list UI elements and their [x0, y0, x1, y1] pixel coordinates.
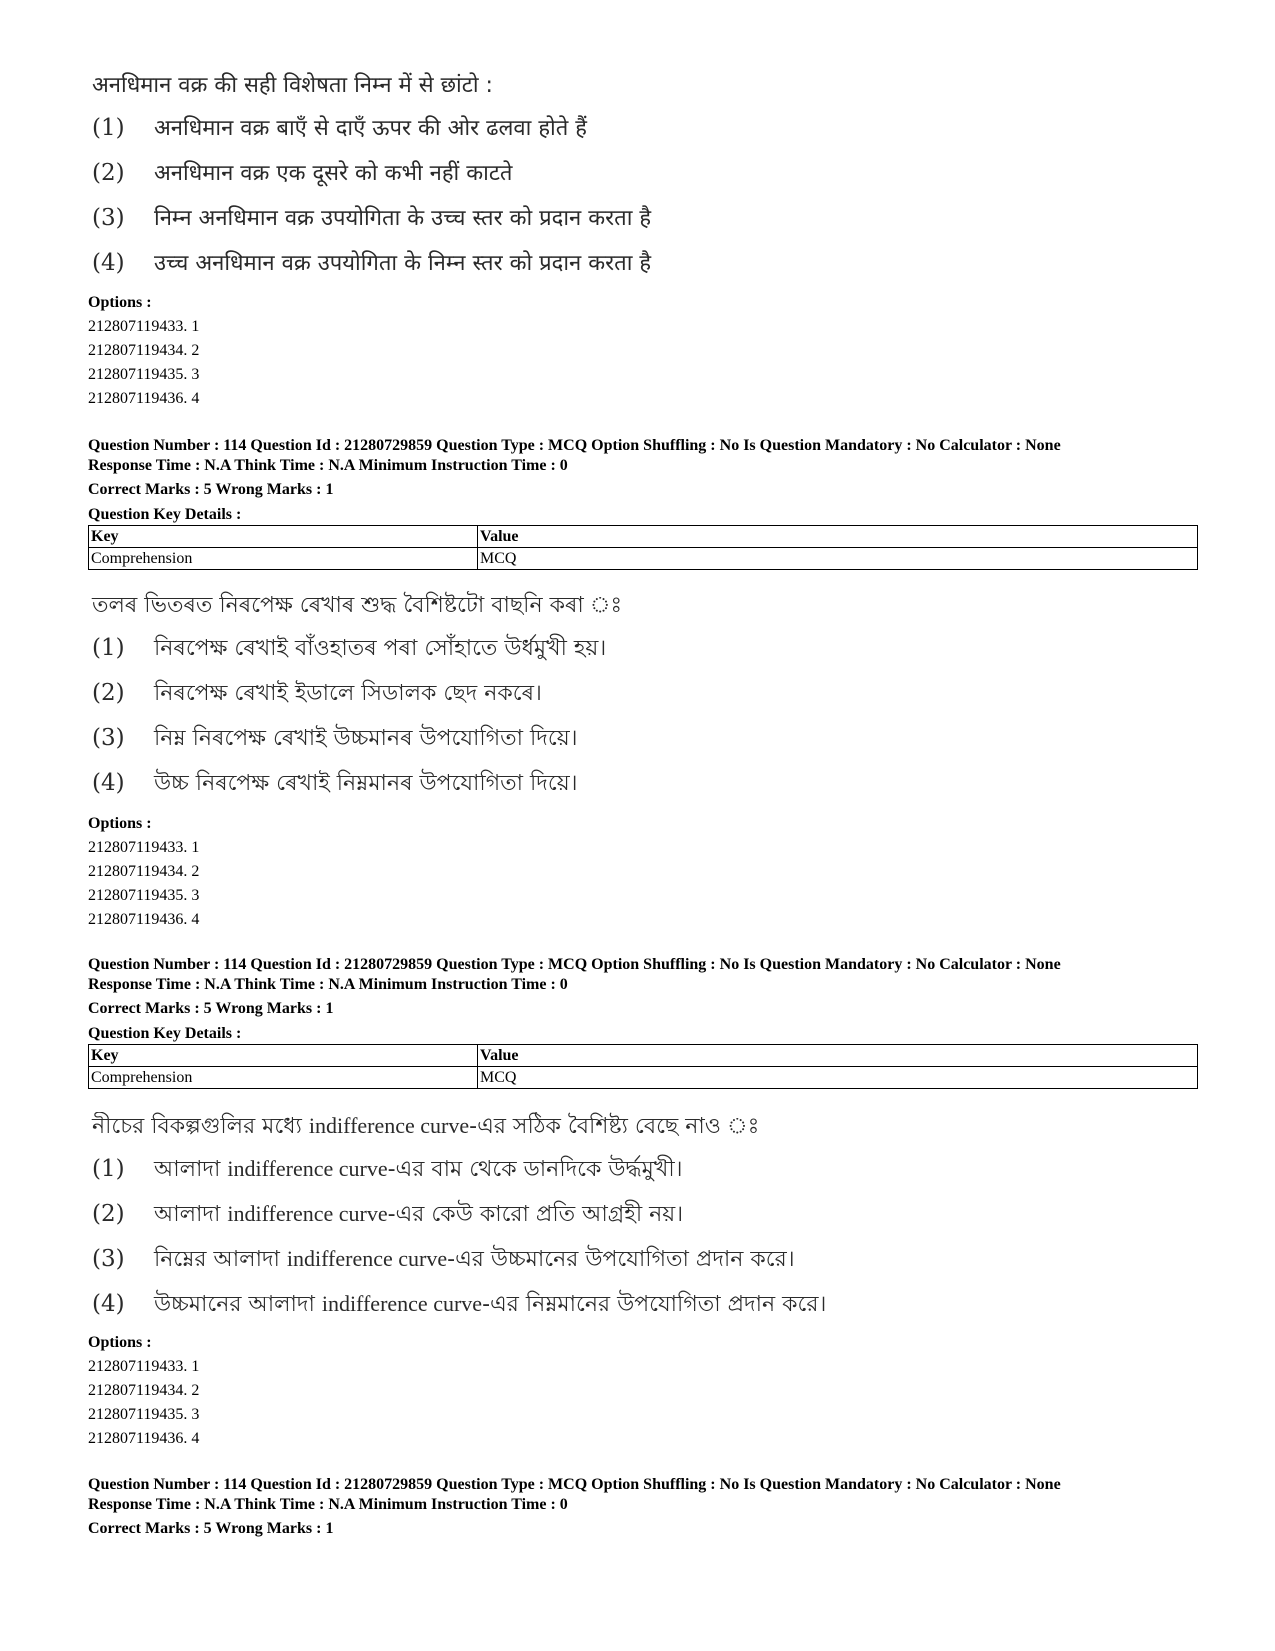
- table-cell-key: Comprehension: [89, 548, 478, 570]
- table-header-key: Key: [89, 1045, 478, 1067]
- question-option: (2) अनधिमान वक्र एक दूसरे को कभी नहीं काटते: [92, 160, 513, 186]
- question-meta: [88, 436, 1198, 526]
- question-meta-line: Response Time : N.A Think Time : N.A Minimum Instruction Time : 0: [88, 976, 568, 993]
- question-meta-line: Question Key Details :: [88, 1025, 242, 1042]
- question-option: (3) নিম্ন নিৰপেক্ষ ৰেখাই উচ্চমানৰ উপযোগিতা দিয়ে।: [92, 725, 578, 751]
- option-id: 212807119436. 4: [88, 390, 200, 407]
- option-id: 212807119435. 3: [88, 366, 200, 383]
- option-id: 212807119436. 4: [88, 911, 200, 928]
- question-option: (4) উচ্চমানের আলাদা indifference curve-এর নিম্নমানের উপযোগিতা প্রদান করে।: [92, 1291, 827, 1317]
- question-meta-line: Question Number : 114 Question Id : 21280729859 Question Type : MCQ Option Shuffling : No Is Question Mandatory : No Calculator : None: [88, 956, 1061, 973]
- question-meta-line: Response Time : N.A Think Time : N.A Minimum Instruction Time : 0: [88, 1496, 568, 1513]
- table-cell-value: MCQ: [478, 548, 1198, 570]
- options-block: [88, 812, 199, 932]
- option-id: 212807119434. 2: [88, 1382, 200, 1399]
- question-meta-line: Question Key Details :: [88, 506, 242, 523]
- options-title: Options :: [88, 294, 152, 311]
- option-id: 212807119434. 2: [88, 863, 200, 880]
- option-id: 212807119435. 3: [88, 1406, 200, 1423]
- question-stem: अनधिमान वक्र की सही विशेषता निम्न में से छांटो :: [92, 73, 493, 98]
- options-title: Options :: [88, 815, 152, 832]
- question-meta-line: Correct Marks : 5 Wrong Marks : 1: [88, 481, 334, 498]
- question-image-assamese: [92, 586, 622, 806]
- question-meta-line: Question Number : 114 Question Id : 21280729859 Question Type : MCQ Option Shuffling : No Is Question Mandatory : No Calculator : None: [88, 437, 1061, 454]
- question-meta-line: Response Time : N.A Think Time : N.A Minimum Instruction Time : 0: [88, 457, 568, 474]
- question-option: (3) निम्न अनधिमान वक्र उपयोगिता के उच्च स्तर को प्रदान करता है: [92, 205, 652, 231]
- question-option: (1) अनधिमान वक्र बाएँ से दाएँ ऊपर की ओर ढलवा होते हैं: [92, 115, 587, 141]
- question-option: (3) নিম্নের আলাদা indifference curve-এর উচ্চমানের উপযোগিতা প্রদান করে।: [92, 1246, 795, 1272]
- question-option: (2) নিৰপেক্ষ ৰেখাই ইডালে সিডালক ছেদ নকৰে।: [92, 680, 542, 706]
- question-meta-line: Correct Marks : 5 Wrong Marks : 1: [88, 1520, 334, 1537]
- question-option: (1) আলাদা indifference curve-এর বাম থেকে ডানদিকে উৰ্দ্ধমুখী।: [92, 1156, 683, 1182]
- question-option: (4) উচ্চ নিৰপেক্ষ ৰেখাই নিম্নমানৰ উপযোগিতা দিয়ে।: [92, 770, 578, 796]
- question-meta-line: Correct Marks : 5 Wrong Marks : 1: [88, 1000, 334, 1017]
- table-cell-key: Comprehension: [89, 1067, 478, 1089]
- question-image-bengali: [92, 1106, 826, 1326]
- table-cell-value: MCQ: [478, 1067, 1198, 1089]
- table-header-key: Key: [89, 526, 478, 548]
- question-option: (1) নিৰপেক্ষ ৰেখাই বাঁওহাতৰ পৰা সোঁহাতে উৰ্ধমুখী হয়।: [92, 635, 607, 661]
- question-meta: [88, 955, 1198, 1045]
- option-id: 212807119434. 2: [88, 342, 200, 359]
- table-header-value: Value: [478, 1045, 1198, 1067]
- question-option: (4) उच्च अनधिमान वक्र उपयोगिता के निम्न स्तर को प्रदान करता है: [92, 250, 652, 276]
- question-stem: নীচের বিকল্পগুলির মধ্যে indifference curve-এর সঠিক বৈশিষ্ট্য বেছে নাও ঃ: [92, 1113, 760, 1139]
- question-stem: তলৰ ভিতৰত নিৰপেক্ষ ৰেখাৰ শুদ্ধ বৈশিষ্টটো বাছনি কৰা ঃ: [92, 593, 623, 618]
- option-id: 212807119433. 1: [88, 1358, 200, 1375]
- option-id: 212807119433. 1: [88, 839, 200, 856]
- question-meta-line: Question Number : 114 Question Id : 21280729859 Question Type : MCQ Option Shuffling : No Is Question Mandatory : No Calculator : None: [88, 1476, 1061, 1493]
- option-id: 212807119435. 3: [88, 887, 200, 904]
- options-block: [88, 1331, 199, 1451]
- options-title: Options :: [88, 1334, 152, 1351]
- question-meta: [88, 1475, 1198, 1540]
- options-block: [88, 291, 199, 411]
- option-id: 212807119433. 1: [88, 318, 200, 335]
- option-id: 212807119436. 4: [88, 1430, 200, 1447]
- question-key-table: [88, 525, 1198, 570]
- table-header-value: Value: [478, 526, 1198, 548]
- question-option: (2) আলাদা indifference curve-এর কেউ কারো প্রতি আগ্রহী নয়।: [92, 1201, 684, 1227]
- question-image-hindi: [92, 66, 651, 286]
- question-key-table: [88, 1044, 1198, 1089]
